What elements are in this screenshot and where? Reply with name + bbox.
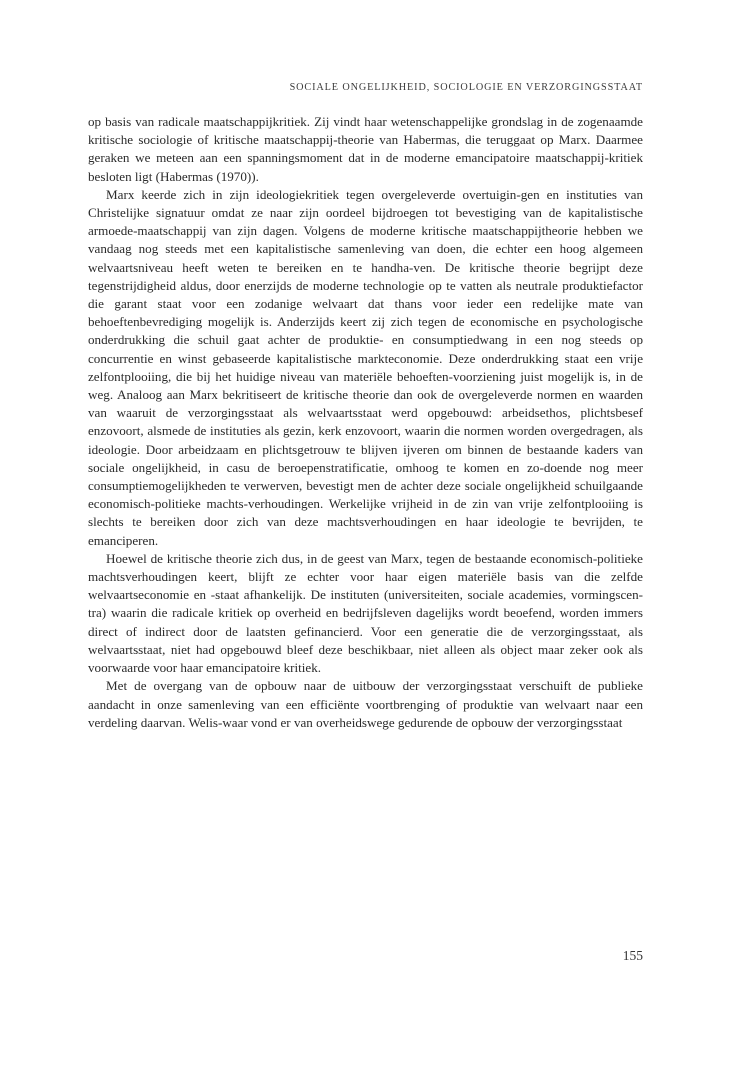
paragraph-1: op basis van radicale maatschappijkritiek. Zij vindt haar wetenschappelijke grondslag in de zogenaamde kritische sociologie of kritische maatschappij-theorie van Habermas, die teruggaat op Marx. Daarmee geraken we meteen aan een spanningsmoment dat in de moderne emancipatoire maatschappij-kritiek besloten ligt (Habermas (1970)). (88, 114, 643, 184)
page-number: 155 (622, 948, 643, 963)
body-text (88, 113, 643, 732)
paragraph-3: Hoewel de kritische theorie zich dus, in de geest van Marx, tegen de bestaande economisch-politieke machtsverhoudingen keert, blijft ze echter voor haar eigen materiële basis van die zelfde welvaartseconomie en -staat afhankelijk. De instituten (universiteiten, sociale academies, vormingscen-tra) waarin die radicale kritiek op overheid en bedrijfsleven dagelijks wordt beoefend, worden immers direct of indirect door de laatsten gefinancierd. Voor een generatie die de verzorgingsstaat, als welvaartsstaat, niet had opgebouwd bleef deze beschikbaar, niet alleen als object maar zeker ook als voorwaarde voor haar emancipatoire kritiek. (88, 550, 643, 676)
paragraph-2: Marx keerde zich in zijn ideologiekritiek tegen overgeleverde overtuigin-gen en instituties van Christelijke signatuur omdat ze naar zijn oordeel bijdroegen tot bevestiging van de kapitalistische armoede-maatschappij van zijn dagen. Volgens de moderne kritische maatschappijtheorie hebben we vandaag nog steeds met een kapitalistische samenleving van doen, die echter een hoog algemeen welvaartsniveau heeft weten te bereiken en te handha-ven. De kritische theorie begrijpt deze tegenstrijdigheid aldus, door enerzijds de moderne technologie op te vatten als neutrale produktiefactor die garant staat voor een zodanige welvaart dat thans voor ieder een redelijke mate van behoeftenbevrediging mogelijk is. Anderzijds keert zij zich tegen de economische en psychologische onderdrukking die schuil gaat achter de produktie- en consumptiedwang in een nog steeds op concurrentie en winst gebaseerde kapitalistische markteconomie. Deze onderdrukking staat een vrije zelfontplooiing, die bij het huidige niveau van materiële behoeften-voorziening juist mogelijk is, in de weg. Analoog aan Marx bekritiseert de kritische theorie dan ook de overgeleverde normen en waarden van waaruit de verzorgingsstaat als welvaartsstaat werd opgebouwd: arbeidsethos, plichtsbesef enzovoort, alsmede de instituties als gezin, kerk enzovoort, waarin die normen worden overgedragen, als ideologie. Door arbeidzaam en plichtsgetrouw te blijven ijveren om binnen de bestaande kaders van sociale ongelijkheid, in casu de beroepenstratificatie, omhoog te komen en zo-doende nog meer consumptiemogelijkheden te verwerven, bevestigt men de achter deze sociale ongelijkheid schuilgaande economisch-politieke machts-verhoudingen. Werkelijke vrijheid in de zin van vrije zelfontplooiing is slechts te bereiken door zich van deze machtsverhoudingen en haar ideologie te bevrijden, te emanciperen. (88, 186, 643, 548)
paragraph-4: Met de overgang van de opbouw naar de uitbouw der verzorgingsstaat verschuift de publieke aandacht in onze samenleving van een efficiënte voortbrenging of produktie van welvaart naar een verdeling daarvan. Welis-waar vond er van overheidswege gedurende de opbouw der verzorgingsstaat (88, 678, 643, 730)
running-head: SOCIALE ONGELIJKHEID, SOCIOLOGIE EN VERZORGINGSSTAAT (289, 82, 643, 93)
